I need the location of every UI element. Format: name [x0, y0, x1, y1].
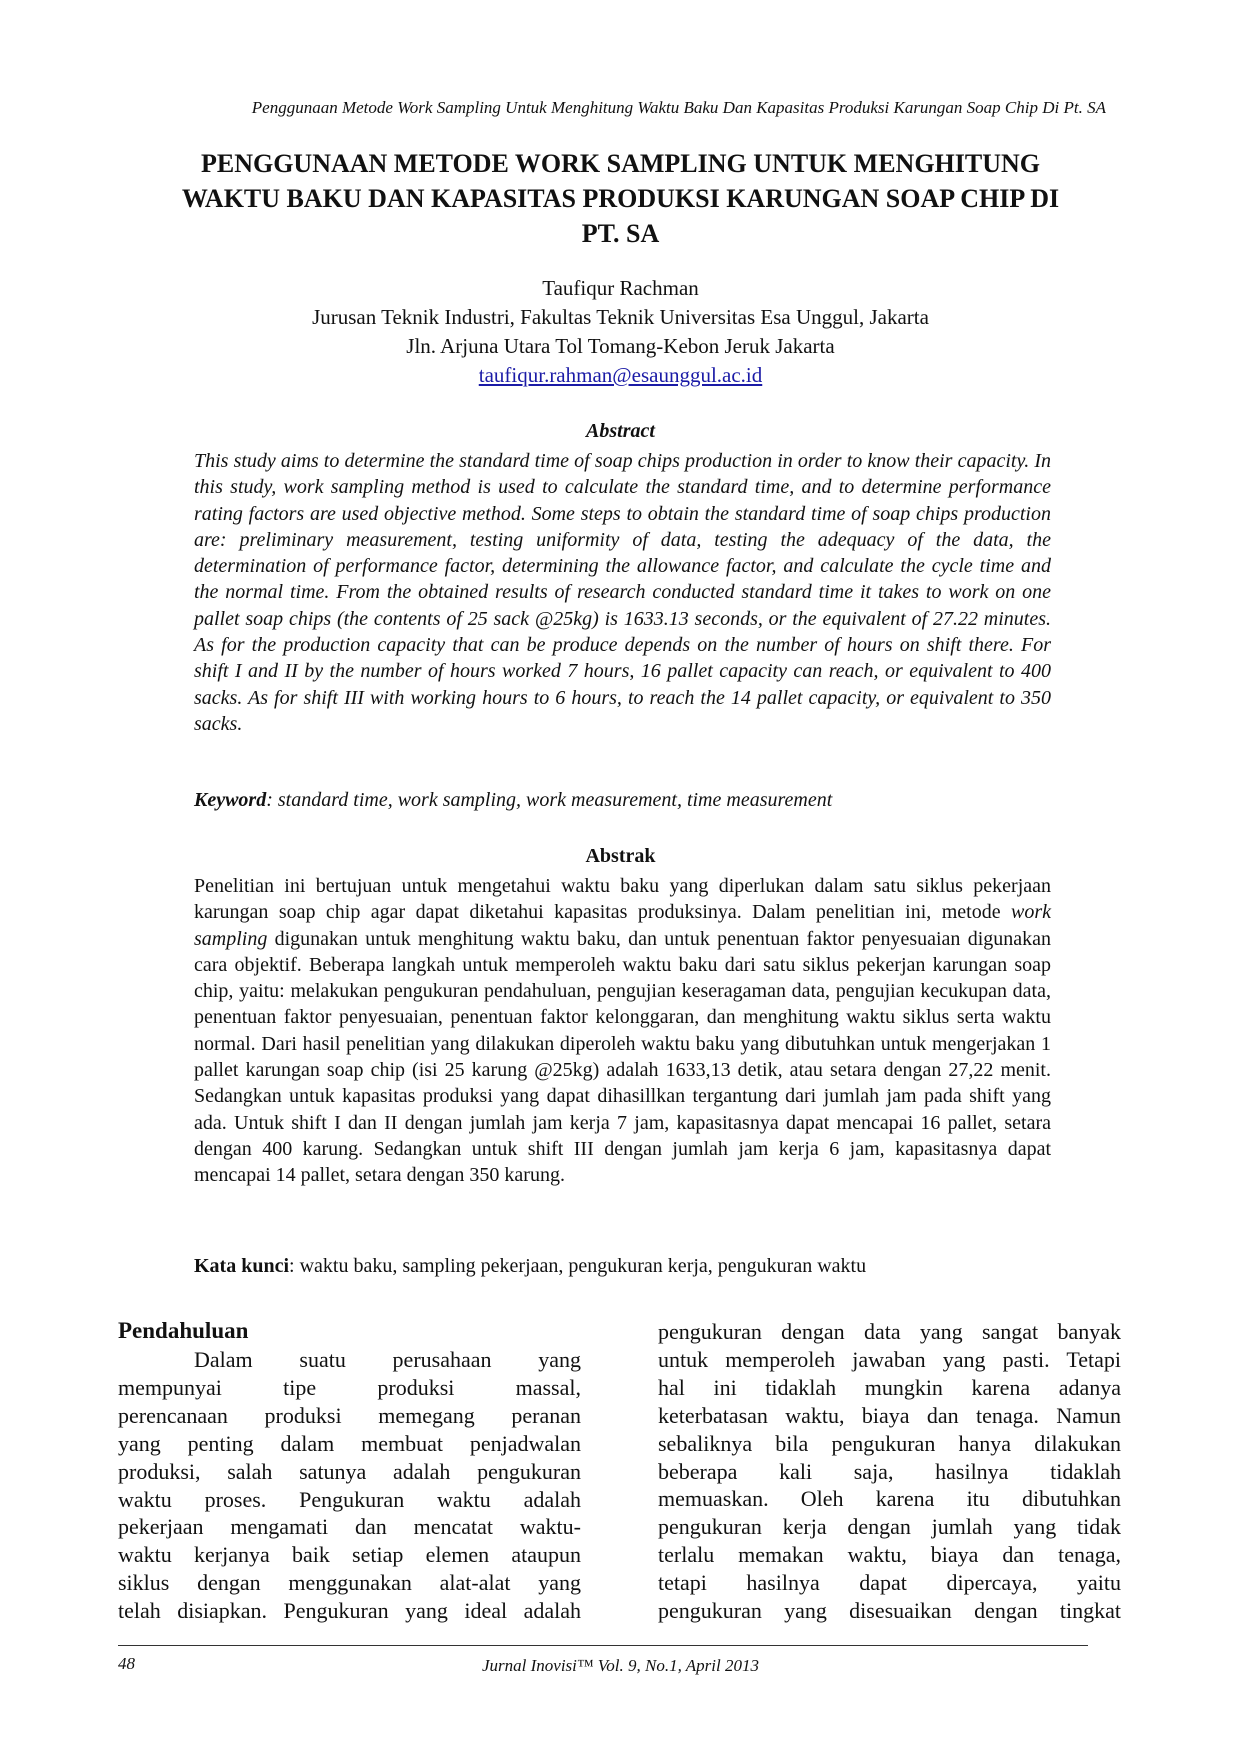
abstrak-body-part-2: digunakan untuk menghitung waktu baku, dan untuk penentuan faktor penyesuaian digunakan cara objektif. Beberapa langkah untuk memperoleh waktu baku dari satu siklus pekerjan karungan soap chip, yaitu: melakukan pengukuran pendahuluan, pengujian keseragaman data, pengujian kecukupan data, penentuan faktor penyesuaian, penentuan faktor kelonggaran, dan menghitung waktu siklus serta waktu normal. Dari hasil penelitian yang dilakukan diperoleh waktu baku yang dibutuhkan untuk mengerjakan 1 pallet karungan soap chip (isi 25 karung @25kg) adalah 1633,13 detik, atau setara dengan 27,22 menit. Sedangkan untuk kapasitas produksi yang dapat dihasillkan tergantung dari jumlah jam pada shift yang ada. Untuk shift I dan II dengan jumlah jam kerja 7 jam, kapasitasnya dapat mencapai 16 pallet, setara dengan 400 karung. Sedangkan untuk shift III dengan jumlah jam kerja 6 jam, kapasitasnya dapat mencapai 14 pallet, setara dengan 350 karung.: [194, 927, 1051, 1187]
author-affiliation: Jurusan Teknik Industri, Fakultas Teknik Universitas Esa Unggul, Jakarta: [312, 305, 929, 329]
author-address: Jln. Arjuna Utara Tol Tomang-Kebon Jeruk Jakarta: [406, 334, 835, 358]
left-line-7: pekerjaan mengamati dan mencatat waktu-: [118, 1514, 581, 1540]
paper-title: [100, 146, 1141, 251]
right-line-2: untuk memperoleh jawaban yang pasti. Tetapi: [658, 1346, 1121, 1372]
keyword-separator: :: [266, 789, 278, 811]
title-line-1: PENGGUNAAN METODE WORK SAMPLING UNTUK MENGHITUNG: [200, 149, 1041, 178]
page-number: 48: [118, 1654, 135, 1673]
right-line-11: pengukuran yang disesuaikan dengan tingkat: [658, 1598, 1121, 1624]
journal-reference: Jurnal Inovisi™ Vol. 9, No.1, April 2013: [481, 1656, 759, 1675]
abstrak-body-part-1: Penelitian ini bertujuan untuk mengetahui waktu baku yang diperlukan dalam satu siklus pekerjaan karungan soap chip agar dapat diketahui kapasitas produksinya. Dalam penelitian ini, metode: [194, 875, 1051, 924]
right-line-8: pengukuran kerja dengan jumlah yang tidak: [658, 1514, 1121, 1540]
keyword-line: [194, 789, 832, 812]
left-line-10: telah disiapkan. Pengukuran yang ideal adalah: [118, 1598, 581, 1624]
left-line-4: yang penting dalam membuat penjadwalan: [118, 1430, 581, 1456]
author-name: Taufiqur Rachman: [542, 276, 699, 300]
right-line-10: tetapi hasilnya dapat dipercaya, yaitu: [658, 1570, 1121, 1596]
left-line-1: Dalam suatu perusahaan yang: [194, 1347, 581, 1372]
kata-kunci-label: Kata kunci: [194, 1255, 290, 1277]
abstrak-body: [194, 873, 1051, 1189]
right-line-1: pengukuran dengan data yang sangat banyak: [658, 1319, 1121, 1344]
title-line-2: WAKTU BAKU DAN KAPASITAS PRODUKSI KARUNGAN SOAP CHIP DI: [181, 184, 1060, 213]
keyword-label: Keyword: [194, 789, 267, 811]
left-column-text: [118, 1346, 581, 1625]
abstract-body: This study aims to determine the standard time of soap chips production in order to know their capacity. In this study, work sampling method is used to calculate the standard time, and to determine performance rating factors are used objective method. Some steps to obtain the standard time of soap chips production are: preliminary measurement, testing uniformity of data, testing the adequacy of the data, the determination of performance factor, determining the allowance factor, and calculate the cycle time and the normal time. From the obtained results of research conducted standard time it takes to work on one pallet soap chips (the contents of 25 sack @25kg) is 1633.13 seconds, or the equivalent of 27.22 minutes. As for the production capacity that can be produce depends on the number of hours on shift there. For shift I and II by the number of hours worked 7 hours, 16 pallet capacity can reach, or equivalent to 400 sacks. As for shift III with working hours to 6 hours, to reach the 14 pallet capacity, or equivalent to 350 sacks.: [194, 450, 1051, 735]
section-heading-pendahuluan: Pendahuluan: [118, 1318, 249, 1343]
footer-divider: [118, 1645, 1088, 1646]
left-line-2: mempunyai tipe produksi massal,: [118, 1374, 581, 1400]
right-line-7: memuaskan. Oleh karena itu dibutuhkan: [658, 1486, 1121, 1512]
right-line-9: terlalu memakan waktu, biaya dan tenaga,: [658, 1542, 1121, 1568]
right-line-6: beberapa kali saja, hasilnya tidaklah: [658, 1458, 1121, 1484]
abstrak-body-italic: work sampling: [194, 901, 1051, 950]
left-line-8: waktu kerjanya baik setiap elemen ataupun: [118, 1542, 581, 1568]
kata-kunci-values: : waktu baku, sampling pekerjaan, pengukuran kerja, pengukuran waktu: [289, 1255, 867, 1277]
right-line-4: keterbatasan waktu, biaya dan tenaga. Namun: [658, 1402, 1121, 1428]
left-line-5: produksi, salah satunya adalah pengukuran: [118, 1458, 581, 1484]
abstract-heading: Abstract: [586, 420, 655, 442]
author-block: [0, 274, 1241, 390]
right-line-3: hal ini tidaklah mungkin karena adanya: [658, 1374, 1121, 1400]
running-head: Penggunaan Metode Work Sampling Untuk Menghitung Waktu Baku Dan Kapasitas Produksi Karungan Soap Chip Di Pt. SA: [251, 98, 1106, 117]
left-line-6: waktu proses. Pengukuran waktu adalah: [118, 1486, 581, 1512]
abstrak-heading: Abstrak: [585, 845, 656, 867]
author-email-link[interactable]: taufiqur.rahman@esaunggul.ac.id: [478, 363, 763, 387]
kata-kunci-line: [194, 1255, 866, 1278]
left-line-9: siklus dengan menggunakan alat-alat yang: [118, 1570, 581, 1596]
keyword-values: standard time, work sampling, work measurement, time measurement: [277, 789, 833, 811]
title-line-3: PT. SA: [581, 219, 660, 248]
right-line-5: sebaliknya bila pengukuran hanya dilakukan: [658, 1430, 1121, 1456]
right-column-text: [658, 1318, 1121, 1625]
left-line-3: perencanaan produksi memegang peranan: [118, 1402, 581, 1428]
